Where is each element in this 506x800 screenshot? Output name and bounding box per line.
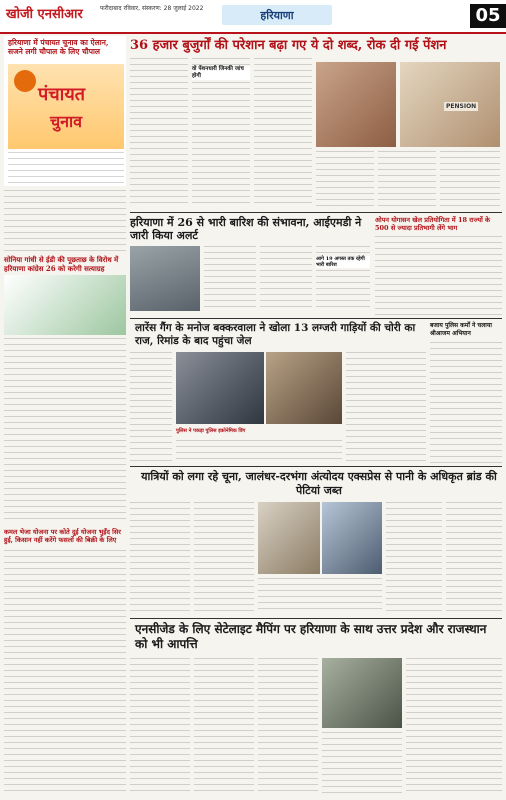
- pension-label: PENSION: [446, 103, 477, 110]
- masthead: [0, 0, 506, 34]
- arrested-man-photo: [176, 352, 264, 424]
- left-banner-headline: हरियाणा में पंचायत चुनाव का ऐलान, सजने लगी चौपाल के लिए चौपाल: [8, 38, 109, 56]
- left-article-3-headline: कमल भेजा योजना पर कोते दुई योजना भुइँद सिर हुई, किसान नहीं करेंगे फसलों की बिक्री के लिए: [4, 528, 121, 544]
- left-article-2-headline: सोनिया गांधी से ईडी की पूछताछ के विरोध में हरियाणा कांग्रेस 26 को करेगी सत्याग्रह: [4, 255, 119, 273]
- side-headline: बजाय पुलिस कर्मों ने चलाया श्रीआजम अभियान: [430, 322, 492, 337]
- left-article-2-body: [4, 338, 126, 523]
- section-box: [222, 5, 332, 25]
- yoga-headline: ओपन योगासन खेल प्रतियोगिता में 18 राज्यों के 500 से ज्यादा प्रतिभागी लेंगे भाग: [375, 216, 491, 232]
- election-graphic: [8, 64, 124, 149]
- rule: [130, 212, 502, 213]
- meeting-photo: [322, 658, 402, 728]
- rain-subhead: आगे 19 अगस्त तक रहेगी भारी बारिश: [316, 256, 370, 268]
- main-article: [130, 58, 502, 208]
- left-article-3-body: [4, 550, 126, 630]
- side-body: [430, 342, 502, 464]
- pension-jar-photo: [400, 62, 500, 147]
- gang-headline: लारेंस गैंग के मनोज बक्करवाला ने खोला 13 लग्जरी गाड़ियों की चोरी का राज, रिमांड के बाद पहुंचा जेल: [135, 322, 416, 347]
- accused-photo: [266, 352, 342, 424]
- left-banner-text: [8, 152, 124, 184]
- water-bottles-photo: [258, 502, 320, 574]
- rule: [130, 618, 502, 619]
- graphic-text-bottom: चुनाव: [50, 112, 83, 131]
- ncr-headline: एनसीजेड के लिए सेटेलाइट मैपिंग पर हरियाणा के साथ उत्तर प्रदेश और राजस्थान को भी आपत्ति: [135, 622, 487, 651]
- rule: [130, 466, 502, 467]
- left-article-1-body: [4, 190, 126, 252]
- newspaper-logo: खोजी एनसीआर: [6, 7, 83, 22]
- dateline: फरीदाबाद रविवार, संस्करण: 28 जुलाई 2022: [100, 5, 204, 12]
- left-article-4-body: [4, 634, 126, 796]
- section-name: हरियाणा: [260, 9, 294, 22]
- ink-finger-icon: [14, 70, 36, 92]
- rule: [130, 318, 502, 319]
- main-headline: 36 हजार बुजुर्गों की परेशान बढ़ा गए ये दो शब्द, रोक दी गई पेंशन: [130, 38, 447, 53]
- elderly-hands-photo: [316, 62, 396, 147]
- main-subhead: वो पेंशनधारी जिनकी जांच होगी: [192, 66, 250, 80]
- rain-headline: हरियाणा में 26 से भारी बारिश की संभावना, आईएमडी ने जारी किया अलर्ट: [130, 216, 362, 242]
- gang-subhead: पुलिस ने पकड़ा पुलिस इकोनेमिक विंग: [176, 428, 246, 434]
- page-number: 05: [470, 4, 506, 28]
- congress-protest-photo: [4, 275, 126, 335]
- yoga-body: [375, 236, 502, 316]
- rain-photo: [130, 246, 200, 311]
- graphic-text-top: पंचायत: [38, 84, 86, 105]
- railway-police-photo: [322, 502, 382, 574]
- left-banner: [4, 36, 126, 186]
- train-headline: यात्रियों को लगा रहे चूना, जालंधर-दरभंगा अंत्योदय एक्सप्रेस से पानी के अधिकृत ब्रांड की पेटियां जब्त: [141, 470, 497, 497]
